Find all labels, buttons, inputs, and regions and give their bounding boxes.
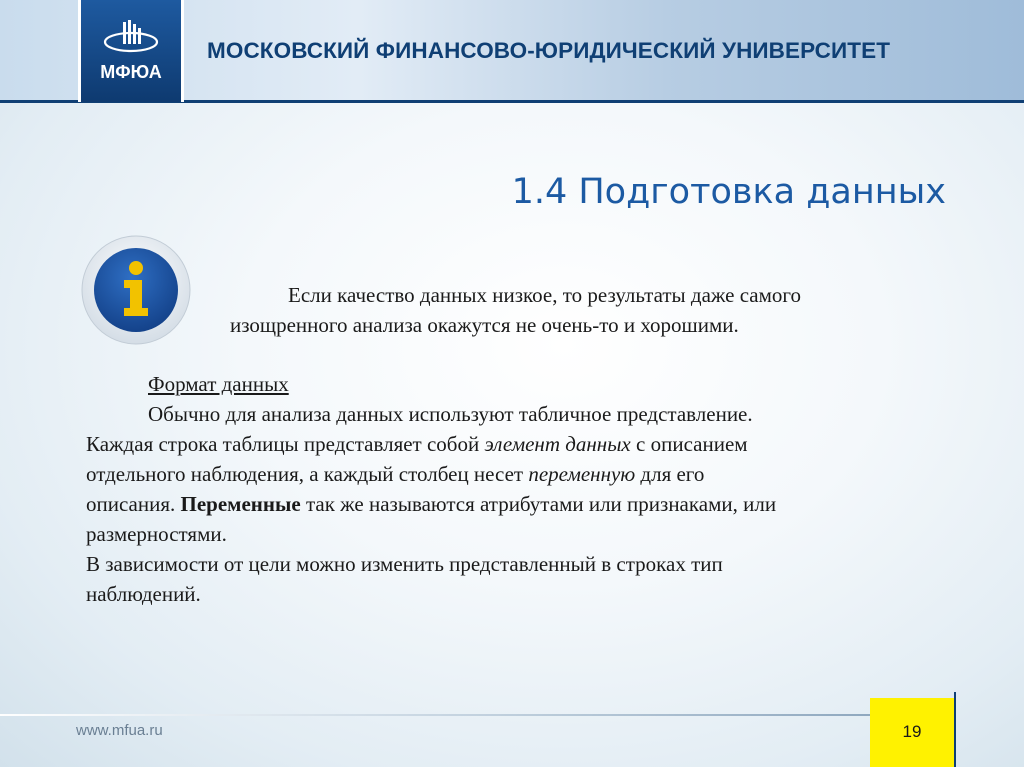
text-run: отдельного наблюдения, а каждый столбец несет <box>86 462 529 486</box>
header-bar <box>0 0 1024 103</box>
page-number-badge <box>870 698 954 767</box>
university-name: МОСКОВСКИЙ ФИНАНСОВО-ЮРИДИЧЕСКИЙ УНИВЕРСИТЕТ <box>207 38 891 63</box>
format-heading: Формат данных <box>148 372 289 396</box>
body-line-4 <box>86 489 966 519</box>
intro-line-2: изощренного анализа окажутся не очень-то и хорошими. <box>230 313 739 337</box>
text-run: для его <box>635 462 705 486</box>
emphasis-data-element: элемент данных <box>484 432 631 456</box>
emphasis-variable: переменную <box>528 462 636 486</box>
body-line-3 <box>86 459 966 489</box>
body-paragraph <box>86 399 966 609</box>
body-line-6: В зависимости от цели можно изменить представленный в строках тип <box>86 552 723 576</box>
logo-text: МФЮА <box>100 62 162 82</box>
intro-line-1: Если качество данных низкое, то результаты даже самого <box>288 283 801 307</box>
info-icon <box>80 234 192 346</box>
body-line-5: размерностями. <box>86 522 227 546</box>
footer-url: www.mfua.ru <box>76 722 163 739</box>
text-run: с описанием <box>630 432 748 456</box>
text-run: так же называются атрибутами или признаками, или <box>300 492 777 516</box>
university-emblem-icon <box>101 18 161 60</box>
page-badge-border <box>954 692 956 767</box>
slide-title: 1.4 Подготовка данных <box>511 172 946 212</box>
page-number: 19 <box>902 722 922 741</box>
body-line-7: наблюдений. <box>86 582 201 606</box>
body-line-1: Обычно для анализа данных используют табличное представление. <box>148 402 753 426</box>
footer-divider <box>0 714 870 716</box>
university-logo <box>78 0 184 102</box>
text-run: описания. <box>86 492 181 516</box>
strong-variables: Переменные <box>180 492 301 516</box>
text-run: Каждая строка таблицы представляет собой <box>86 432 485 456</box>
body-line-2 <box>86 429 966 459</box>
